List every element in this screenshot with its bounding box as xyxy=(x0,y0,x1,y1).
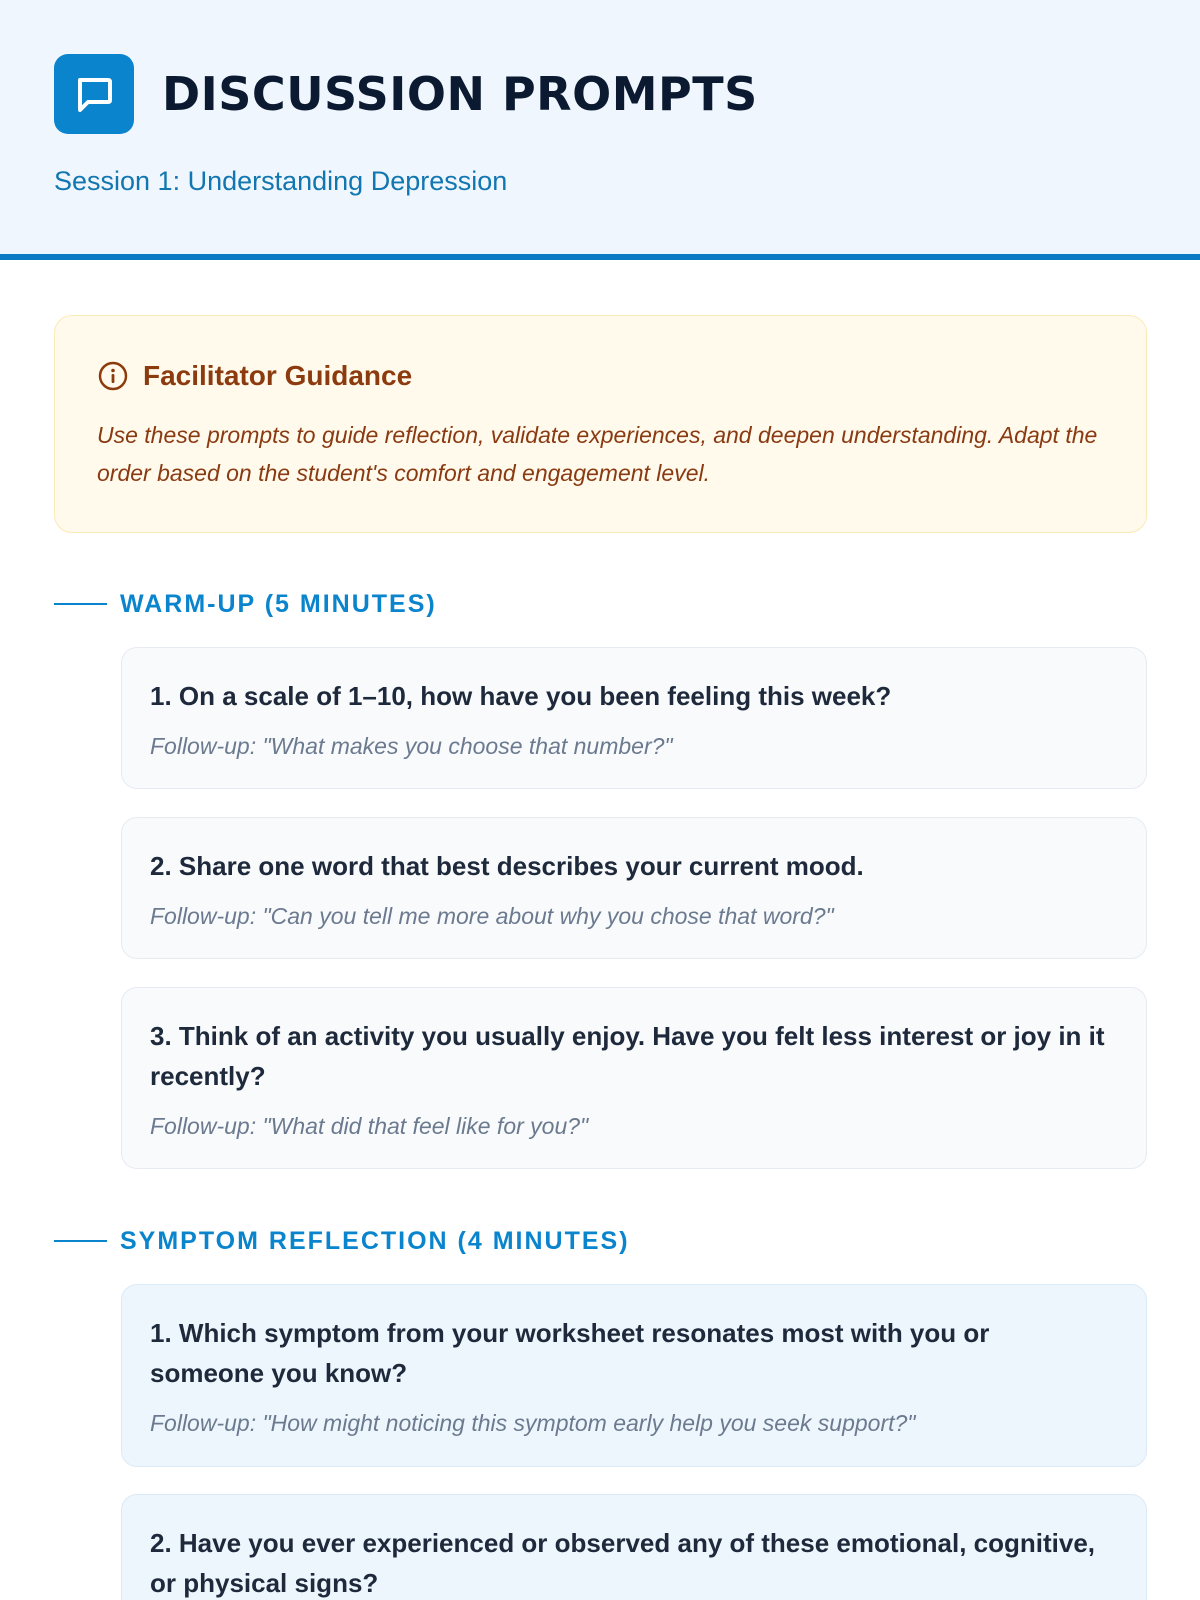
guidance-body: Use these prompts to guide reflection, validate experiences, and deepen understanding. Adapt the order based on the student's comfort and engagement level. xyxy=(97,422,1098,486)
section-label: WARM-UP (5 MINUTES) xyxy=(120,590,437,618)
prompt-card xyxy=(121,817,1147,959)
prompt-question: 3. Think of an activity you usually enjoy. Have you felt less interest or joy in it recently? xyxy=(150,1021,1105,1091)
section-heading-symptom-reflection xyxy=(54,1224,954,1258)
guidance-title: Facilitator Guidance xyxy=(143,360,413,391)
facilitator-guidance-box xyxy=(54,315,1147,533)
chat-bubble-icon xyxy=(54,54,134,134)
prompt-card xyxy=(121,987,1147,1169)
prompt-followup: Follow-up: "What makes you choose that number?" xyxy=(150,733,673,759)
page-header xyxy=(0,0,1200,260)
prompt-question: 2. Share one word that best describes your current mood. xyxy=(150,851,864,881)
info-icon xyxy=(97,360,129,397)
section-label: SYMPTOM REFLECTION (4 MINUTES) xyxy=(120,1227,630,1255)
page-subtitle: Session 1: Understanding Depression xyxy=(54,166,508,196)
section-heading-warm-up xyxy=(54,587,954,621)
prompt-question: 1. Which symptom from your worksheet resonates most with you or someone you know? xyxy=(150,1318,990,1388)
prompt-card xyxy=(121,647,1147,789)
prompt-followup: Follow-up: "What did that feel like for you?" xyxy=(150,1113,589,1139)
page-title: DISCUSSION PROMPTS xyxy=(162,67,758,121)
section-rule xyxy=(54,603,107,605)
prompt-followup: Follow-up: "Can you tell me more about why you chose that word?" xyxy=(150,903,834,929)
prompt-question: 1. On a scale of 1–10, how have you been feeling this week? xyxy=(150,681,892,711)
prompt-followup: Follow-up: "How might noticing this symptom early help you seek support?" xyxy=(150,1410,916,1436)
section-rule xyxy=(54,1240,107,1242)
prompt-card xyxy=(121,1494,1147,1600)
prompt-question: 2. Have you ever experienced or observed any of these emotional, cognitive, or physical signs? xyxy=(150,1528,1096,1598)
prompt-card xyxy=(121,1284,1147,1467)
